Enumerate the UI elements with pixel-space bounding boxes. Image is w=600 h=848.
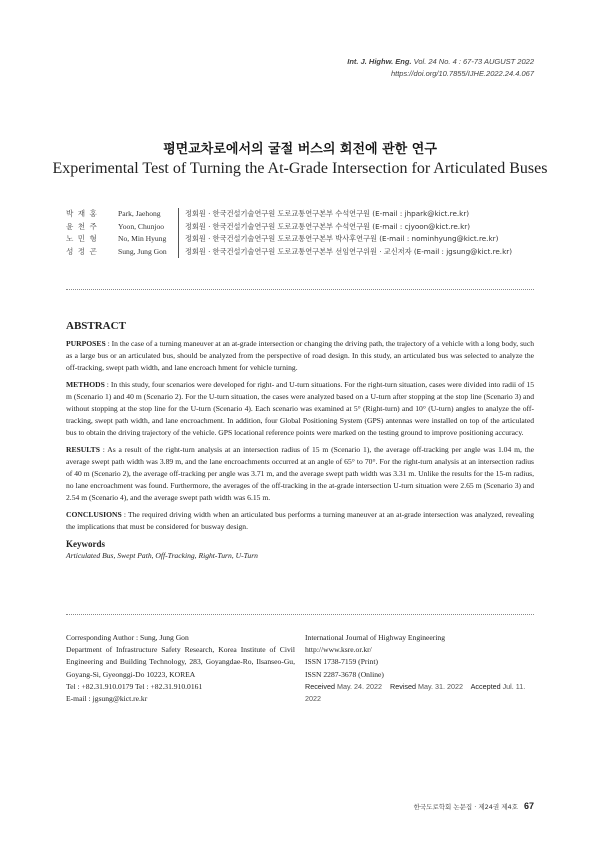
received-date: May. 24. 2022 (336, 681, 382, 691)
title-korean: 평면교차로에서의 굴절 버스의 회전에 관한 연구 (163, 142, 437, 157)
author-row (66, 208, 512, 221)
accepted-label: Accepted (470, 681, 501, 691)
keywords-heading: Keywords (66, 539, 105, 549)
dotted-divider (66, 289, 534, 290)
journal-info-block (305, 632, 534, 705)
author-name-kr: 윤 천 주 (66, 221, 98, 231)
results-label: RESULTS (66, 445, 100, 454)
author-list (66, 208, 512, 258)
issn-online: ISSN 2287-3678 (Online) (305, 669, 384, 679)
page-footer (414, 801, 534, 811)
received-label: Received (305, 681, 335, 691)
corresponding-author: Corresponding Author : Sung, Jung Gon (66, 633, 189, 642)
corresponding-author-block (66, 632, 295, 705)
revised-date: May. 31. 2022 (417, 681, 463, 691)
author-affiliation: 정회원 · 한국건설기술연구원 도로교통연구본부 수석연구원 (E-mail : cjyoon@kict.re.kr) (178, 221, 470, 234)
page-number: 67 (523, 801, 534, 811)
journal-header (347, 56, 534, 80)
author-name-en: No, Min Hyung (118, 234, 167, 244)
abstract-results (66, 444, 534, 504)
issn-print: ISSN 1738-7159 (Print) (305, 657, 378, 667)
author-affiliation: 정회원 · 한국건설기술연구원 도로교통연구본부 수석연구원 (E-mail : jhpark@kict.re.kr) (178, 208, 469, 221)
abstract-purposes (66, 338, 534, 374)
journal-abbrev: Int. J. Highw. Eng. (347, 57, 412, 66)
methods-text: : In this study, four scenarios were developed for right- and U-turn situations. For the right-turn situation, cases were divided into radii of 15 m (Scenario 1) and 40 m (Scenario 2). For the U-turn situation, the cases were analyzed based on a U-turn after stopping at the stop line (Scenario 3) and without stopping at the stop line for the U-turn (Scenario 4). Each scenario was examined at 5° (Right-turn) and 10° (U-turn) angles to analyze the off-tracking, swept path width, and lane encroachment. In addition, four Global Positioning System (GPS) antennas were installed on top of the articulated bus to obtain the driving trajectory of the vehicle. GPS locational reference points were marked on the testing ground to improve positioning accuracy. (66, 380, 534, 437)
author-name-kr: 성 정 곤 (66, 246, 98, 256)
author-row (66, 246, 512, 259)
corresponding-address: Department of Infrastructure Safety Research, Korea Institute of Civil Engineering and Building Technology, 283, Goyangdae-Ro, Ilsanseo-Gu, Goyang-Si, Gyeonggi-Do 10223, KOREA (66, 645, 295, 679)
dotted-divider (66, 614, 534, 615)
corresponding-tel: Tel : +82.31.910.0179 Tel : +82.31.910.0161 (66, 681, 203, 691)
doi-link[interactable]: https://doi.org/10.7855/IJHE.2022.24.4.067 (390, 69, 534, 78)
footer-journal: 한국도로학회 논문집 · 제24권 제4호 (413, 803, 518, 811)
history-dates (305, 681, 534, 705)
abstract-methods (66, 379, 534, 439)
abstract-conclusions (66, 509, 534, 533)
author-name-en: Sung, Jung Gon (118, 246, 167, 256)
author-row (66, 221, 512, 234)
corresponding-email[interactable]: E-mail : jgsung@kict.re.kr (66, 694, 148, 704)
author-name-kr: 박 재 홍 (66, 209, 98, 218)
accepted-date: Jul. 11. 2022 (305, 681, 526, 704)
author-name-kr: 노 민 형 (66, 234, 98, 244)
footnote-columns (66, 632, 534, 705)
conclusions-label: CONCLUSIONS (66, 510, 122, 519)
title-english: Experimental Test of Turning the At-Grade Intersection for Articulated Buses (52, 160, 548, 177)
author-row (66, 233, 512, 246)
journal-issue: Vol. 24 No. 4 : 67-73 AUGUST 2022 (413, 57, 534, 66)
keywords-list: Articulated Bus, Swept Path, Off-Tracking, Right-Turn, U-Turn (66, 551, 258, 560)
journal-fullname: International Journal of Highway Engineering (305, 633, 446, 642)
methods-label: METHODS (66, 380, 105, 389)
revised-label: Revised (390, 681, 416, 691)
abstract-heading: ABSTRACT (66, 320, 126, 332)
author-affiliation: 정회원 · 한국건설기술연구원 도로교통연구본부 선임연구위원 · 교신저자 (E-mail : jgsung@kict.re.kr) (178, 246, 512, 259)
author-name-en: Yoon, Chunjoo (118, 221, 165, 231)
author-affiliation: 정회원 · 한국건설기술연구원 도로교통연구본부 박사후연구원 (E-mail : nominhyung@kict.re.kr) (178, 233, 498, 246)
results-text: : As a result of the right-turn analysis at an intersection radius of 15 m (Scenario 1), the average off-tracking per angle was 1.04 m, the average swept path width was 3.89 m, and the lane encroachments occurred at an angle of 65° to 70°. For the right-turn analysis at an intersection radius of 40 m (Scenario 2), the average off-tracking per angle was 3.71 m, and the average swept path width was 3.31 m. Unlike the results for the 15-m radius, no lane encroachment was found. Furthermore, the averages of the off-tracking in the at-grade intersection U-turn situation were 2.65 m (Scenario 3) and 2.54 m (Scenario 4), and the average swept path width was 6.15 m. (66, 445, 534, 502)
journal-url[interactable]: http://www.ksre.or.kr/ (305, 645, 372, 655)
abstract-section (66, 320, 534, 562)
conclusions-text: : The required driving width when an articulated bus performs a turning maneuver at an at-grade intersection was analyzed, revealing the implications that must be considered for busway design. (66, 510, 534, 531)
purposes-text: : In the case of a turning maneuver at an at-grade intersection or changing the driving path, the trajectory of a vehicle with a long body, such as a large bus or an articulated bus, should be analyzed from the perspective of road design. In this study, an articulated bus was selected to analyze the off-tracking, swept path width, and lane encroach hment for vehicle turning. (66, 339, 534, 372)
purposes-label: PURPOSES (66, 339, 106, 348)
author-name-en: Park, Jaehong (118, 209, 161, 218)
